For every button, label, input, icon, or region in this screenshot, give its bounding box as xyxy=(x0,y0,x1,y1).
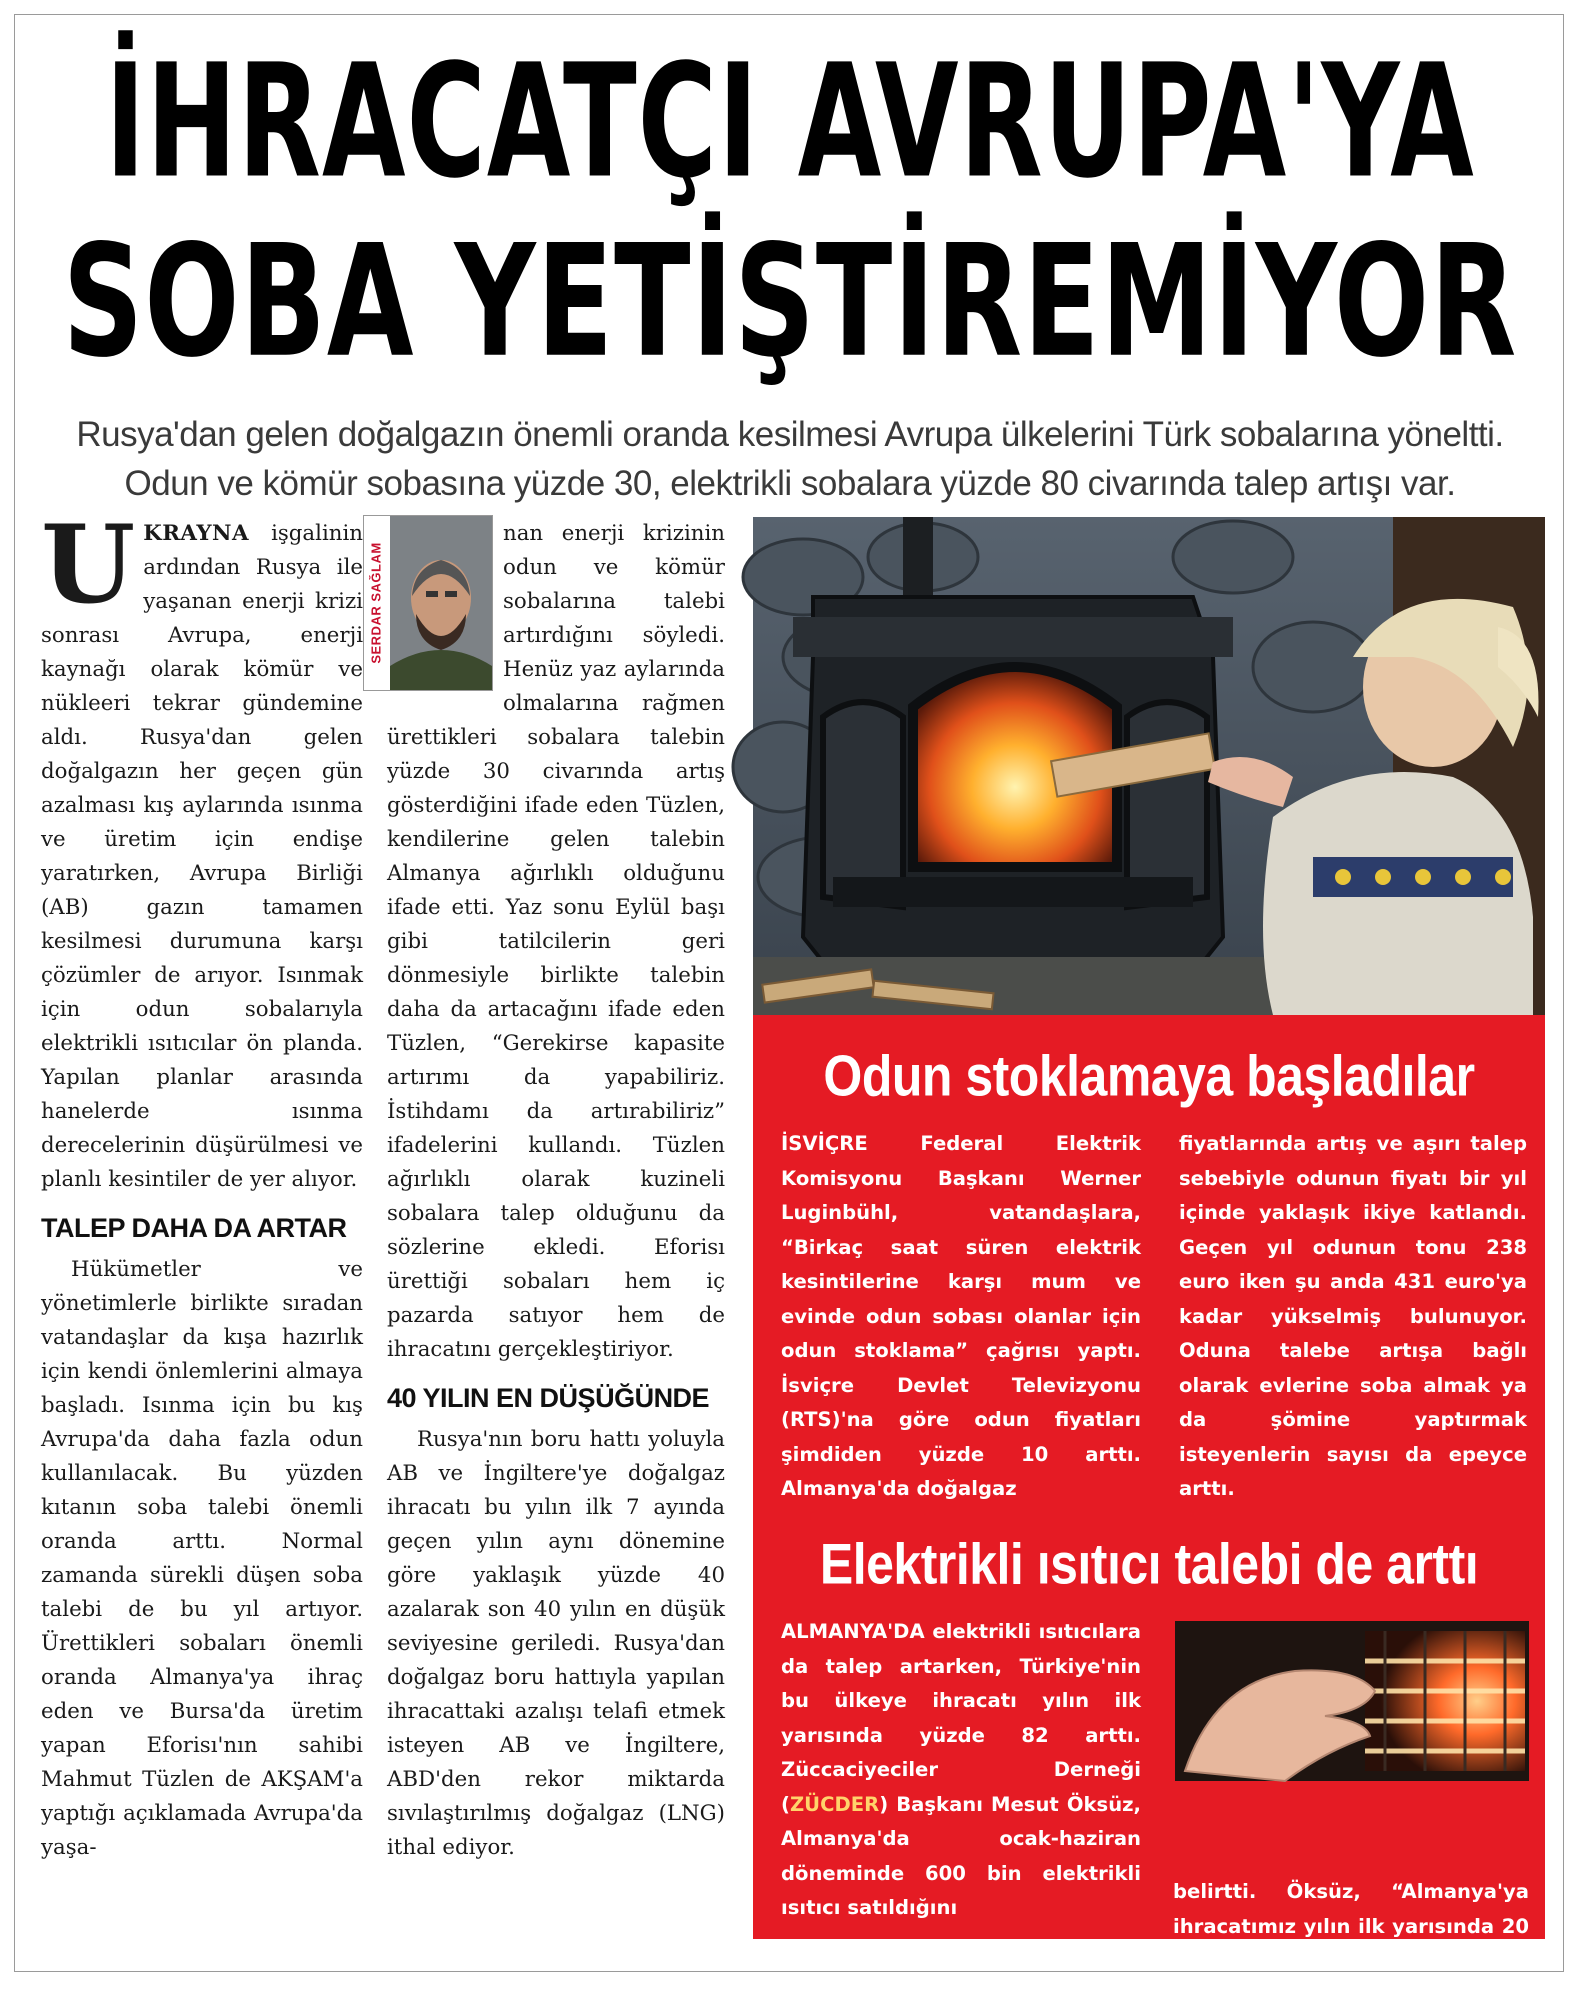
box-title-odun: Odun stoklamaya başladılar xyxy=(823,1043,1475,1108)
author-byline xyxy=(363,515,493,691)
article-paragraph-4: Rusya'nın boru hattı yoluyla AB ve İngiltere'ye doğalgaz ihracatı bu yılın ilk 7 ayında geçen yılın aynı dönemine göre yaklaşık yüzde 40 azalarak son 40 yılın en düşük seviyesine geriledi. Rusya'dan doğalgaz boru hattıyla yapılan ihracattaki azalışı telafi etmek isteyen AB ve İngiltere, ABD'den rekor miktarda sıvılaştırılmış doğalgaz (LNG) ithal ediyor. xyxy=(387,1427,725,1860)
article-column-1 xyxy=(41,502,363,1865)
subheadline-line-1: Rusya'dan gelen doğalgazın önemli oranda kesilmesi Avrupa ülkelerini Türk sobalarına yöneltti. xyxy=(76,415,1504,454)
subheadline-line-2: Odun ve kömür sobasına yüzde 30, elektrikli sobalara yüzde 80 civarında talep artışı var. xyxy=(124,464,1456,503)
box-text-column-1: İSVİÇRE Federal Elektrik Komisyonu Başkanı Werner Luginbühl, vatandaşlara, “Birkaç saat süren elektrik kesintilerine karşı mum ve evinde odun sobası olanlar için odun stoklama” çağrısı yaptı. İsviçre Devlet Televizyonu (RTS)'na göre odun fiyatları şimdiden yüzde 10 arttı. Almanya'da doğalgaz xyxy=(781,1132,1141,1500)
wood-stove-image xyxy=(753,517,1545,1015)
newspaper-page xyxy=(14,14,1564,2007)
box-text-column-3: ALMANYA'DA elektrikli ısıtıcılara da talep artarken, Türkiye'nin bu ülkeye ihracatı yılın ilk yarısında yüzde 82 arttı. Züccaciyeciler Derneği (ZÜCDER) Başkanı Mesut Öksüz, Almanya'da ocak-haziran döneminde 600 bin elektrikli ısıtıcı satıldığını xyxy=(781,1620,1142,1919)
article-column-2 xyxy=(369,517,725,1865)
electric-heater-image xyxy=(1175,1621,1529,1781)
article-paragraph-2: Hükümetler ve yönetimlerle birlikte sıradan vatandaşlar da kışa hazırlık için kendi önlemlerini almaya başladı. Isınma için bu kış Avrupa'da daha fazla odun kullanılacak. Bu yüzden kıtanın soba talebi önemli oranda arttı. Normal zamanda sürekli düşen soba talebi de bu yıl artıyor. Ürettikleri sobaları önemli oranda Almanya'ya ihraç eden ve Bursa'da üretim yapan Eforisı'nın sahibi Mahmut Tüzlen de AKŞAM'a yaptığı açıklamada Avrupa'da yaşa- xyxy=(41,1257,363,1860)
zucder-highlight: ZÜCDER xyxy=(789,1792,880,1816)
headline-line-2: SOBA YETİŞTİREMİYOR xyxy=(62,212,1518,392)
box-text-column-4: belirtti. Öksüz, “Almanya'ya ihracatımız yılın ilk yarısında 20 milyon dolara ulaştı. Yıl sonunda katlanabilir” dedi. xyxy=(1173,1880,1529,2007)
heater-photo xyxy=(1175,1621,1529,1781)
red-sidebar-box xyxy=(753,1015,1545,2007)
box-lead-word-1: İSVİÇRE xyxy=(781,1132,868,1155)
author-portrait-icon xyxy=(390,516,492,690)
section-heading-talep: TALEP DAHA DA ARTAR xyxy=(41,1213,347,1243)
section-heading-40-yil: 40 YILIN EN DÜŞÜĞÜNDE xyxy=(387,1383,710,1413)
box-text-column-2: fiyatlarında artış ve aşırı talep sebebiyle odunun fiyatı bir yıl içinde yaklaşık ikiye katlandı. Geçen yıl odunun tonu 238 euro iken şu anda 431 euro'ya kadar yükselmiş bulunuyor. Oduna talebe artışa bağlı olarak evlerine soba almak ya da şömine yaptırmak isteyenlerin sayısı da epeyce arttı. xyxy=(1179,1132,1527,1500)
headline-line-1: İHRACATÇI AVRUPA'YA xyxy=(105,31,1475,214)
author-photo xyxy=(390,516,492,690)
author-name: SERDAR SAĞLAM xyxy=(369,542,384,664)
box-lead-word-2: ALMANYA'DA xyxy=(781,1620,925,1643)
article-paragraph-3: nan enerji krizinin odun ve kömür sobalarına talebi artırdığını söyledi. Henüz yaz aylarında olmalarına rağmen ürettikleri sobalara talebin yüzde 30 civarında artış gösterdiğini ifade eden Tüzlen, kendilerine gelen talebin Almanya ağırlıklı olduğunu ifade etti. Yaz sonu Eylül başı gibi tatilcilerin geri dönmesiyle birlikte talebin daha da artacağını ifade eden Tüzlen, “Gerekirse kapasite artırımı da yapabiliriz. İstihdamı da artırabiliriz” ifadelerini kullandı. Tüzlen ağırlıklı olarak kuzineli sobalara talep olduğunu da sözlerine ekledi. Eforisı ürettiği sobaları hem iç pazarda satıyor hem de ihracatını gerçekleştiriyor. xyxy=(387,521,725,1362)
box-title-elektrikli: Elektrikli ısıtıcı talebi de arttı xyxy=(819,1531,1479,1596)
lead-word: KRAYNA xyxy=(143,521,250,546)
stove-photo xyxy=(753,517,1545,1015)
article-paragraph-1: U KRAYNA işgalinin ardından Rusya ile yaşanan enerji krizi sonrası Avrupa, enerji kaynağı olarak kömür ve nükleeri tekrar gündemine aldı. Rusya'dan gelen doğalgazın her geçen gün azalması kış aylarında ısınma ve üretim için endişe yaratırken, Avrupa Birliği (AB) gazın tamamen kesilmesi durumuna karşı çözümler de arıyor. Isınmak için odun sobalarıyla elektrikli ısıtıcılar ön planda. Yapılan planlar arasında hanelerde ısınma derecelerinin düşürülmesi ve planlı kesintiler de yer alıyor. xyxy=(41,502,363,1192)
drop-cap: U xyxy=(41,502,136,628)
